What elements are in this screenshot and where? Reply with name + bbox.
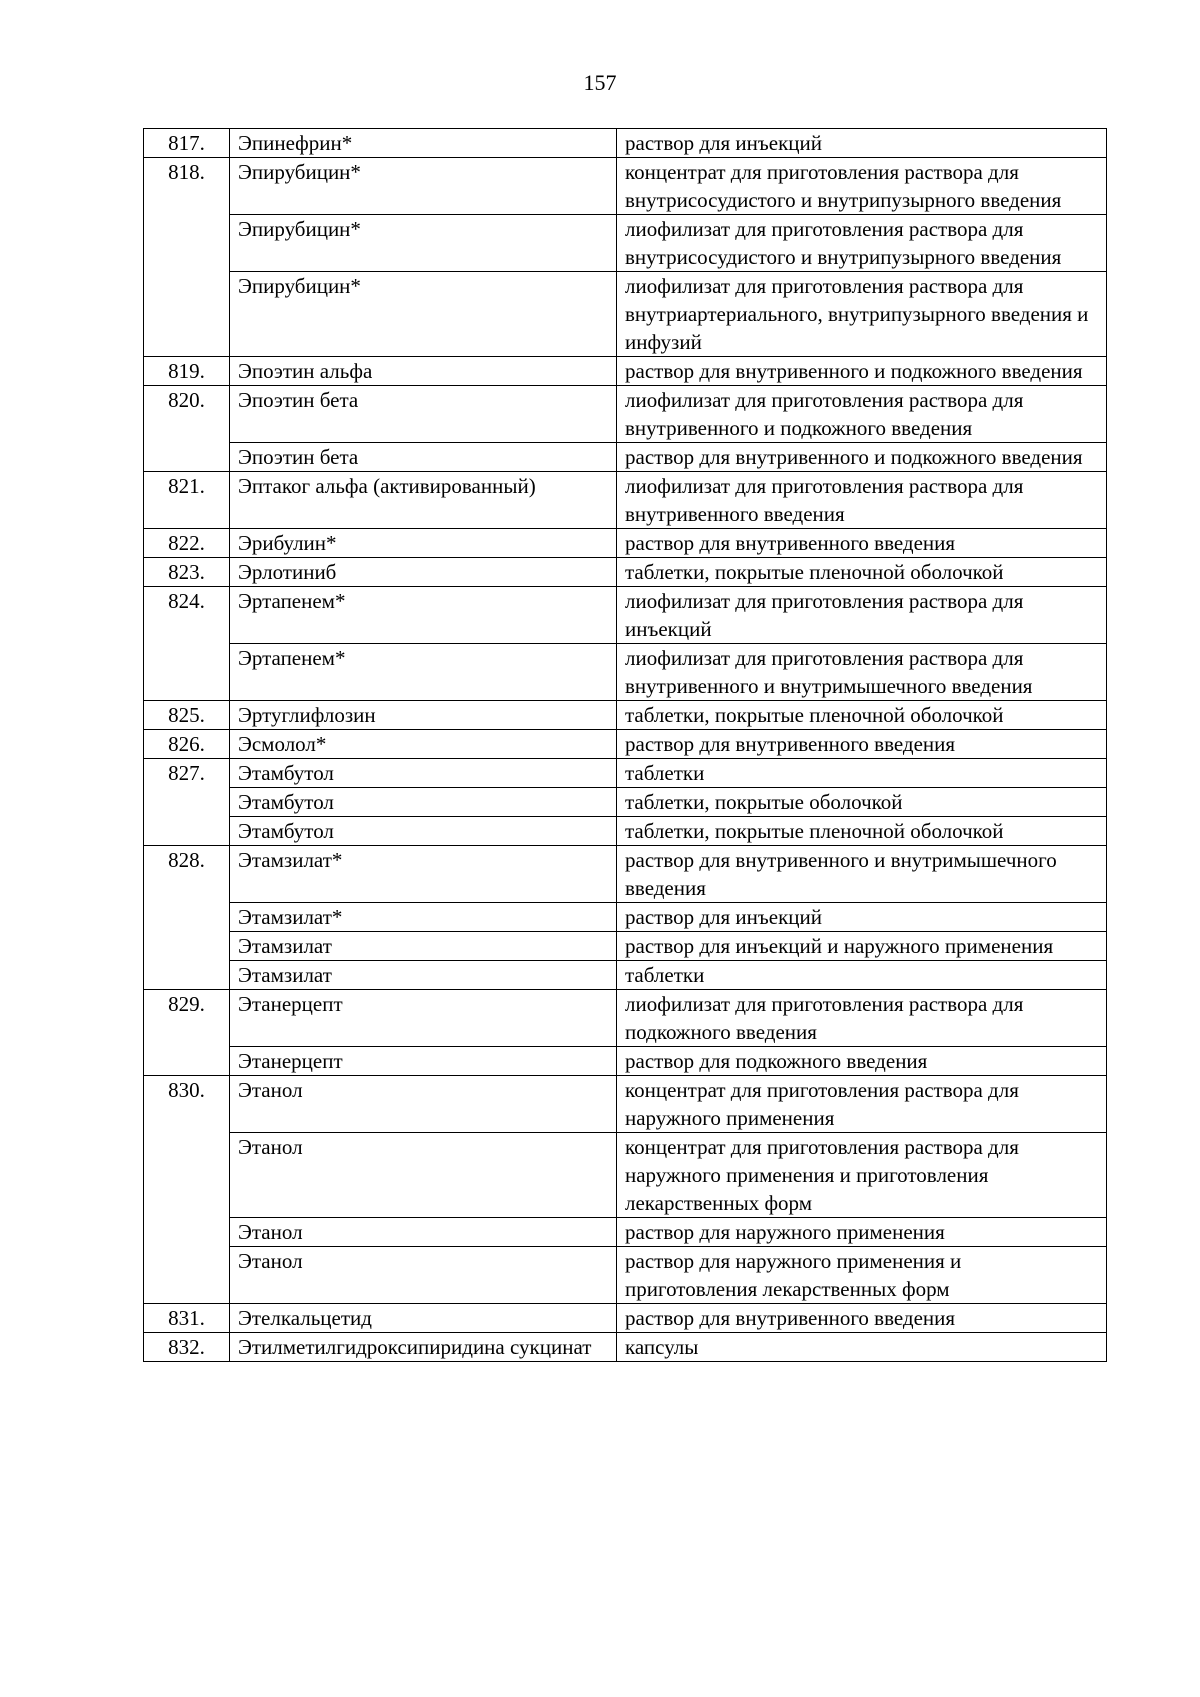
dosage-form: раствор для инъекций <box>617 903 1107 932</box>
dosage-form: лиофилизат для приготовления раствора для внутривенного и подкожного введения <box>617 386 1107 443</box>
dosage-form: лиофилизат для приготовления раствора для внутрисосудистого и внутрипузырного введения <box>617 215 1107 272</box>
drug-name: Эптаког альфа (активированный) <box>230 472 617 529</box>
drug-name: Этанол <box>230 1218 617 1247</box>
row-number: 824. <box>144 587 230 701</box>
row-number: 830. <box>144 1076 230 1304</box>
row-number: 825. <box>144 701 230 730</box>
table-row <box>144 386 1107 443</box>
table-row <box>144 1047 1107 1076</box>
dosage-form: раствор для внутривенного и подкожного введения <box>617 443 1107 472</box>
table-row <box>144 817 1107 846</box>
dosage-form: раствор для внутривенного введения <box>617 1304 1107 1333</box>
drug-name: Этелкальцетид <box>230 1304 617 1333</box>
row-number: 826. <box>144 730 230 759</box>
drug-name: Эпирубицин* <box>230 158 617 215</box>
drug-name: Этанерцепт <box>230 1047 617 1076</box>
drug-table <box>143 128 1107 1362</box>
table-row <box>144 529 1107 558</box>
drug-name: Эпирубицин* <box>230 215 617 272</box>
row-number: 820. <box>144 386 230 472</box>
table-row <box>144 1304 1107 1333</box>
table-row <box>144 1218 1107 1247</box>
table-row <box>144 759 1107 788</box>
dosage-form: раствор для инъекций <box>617 129 1107 158</box>
dosage-form: капсулы <box>617 1333 1107 1362</box>
table-row <box>144 932 1107 961</box>
table-row <box>144 357 1107 386</box>
table-row <box>144 1076 1107 1133</box>
drug-name: Этанол <box>230 1133 617 1218</box>
table-row <box>144 1333 1107 1362</box>
dosage-form: концентрат для приготовления раствора для внутрисосудистого и внутрипузырного введения <box>617 158 1107 215</box>
dosage-form: таблетки <box>617 961 1107 990</box>
dosage-form: раствор для подкожного введения <box>617 1047 1107 1076</box>
dosage-form: концентрат для приготовления раствора для наружного применения <box>617 1076 1107 1133</box>
drug-name: Этамбутол <box>230 788 617 817</box>
table-row <box>144 158 1107 215</box>
row-number: 828. <box>144 846 230 990</box>
drug-name: Этамзилат* <box>230 903 617 932</box>
drug-name: Эрибулин* <box>230 529 617 558</box>
table-row <box>144 558 1107 587</box>
drug-name: Этанерцепт <box>230 990 617 1047</box>
dosage-form: лиофилизат для приготовления раствора для подкожного введения <box>617 990 1107 1047</box>
row-number: 829. <box>144 990 230 1076</box>
row-number: 819. <box>144 357 230 386</box>
row-number: 827. <box>144 759 230 846</box>
table-row <box>144 961 1107 990</box>
dosage-form: лиофилизат для приготовления раствора для внутривенного введения <box>617 472 1107 529</box>
table-row <box>144 587 1107 644</box>
table-row <box>144 788 1107 817</box>
table-row <box>144 1247 1107 1304</box>
table-row <box>144 701 1107 730</box>
table-row <box>144 443 1107 472</box>
dosage-form: раствор для наружного применения <box>617 1218 1107 1247</box>
drug-name: Эпирубицин* <box>230 272 617 357</box>
dosage-form: раствор для внутривенного и внутримышечного введения <box>617 846 1107 903</box>
row-number: 818. <box>144 158 230 357</box>
dosage-form: таблетки, покрытые пленочной оболочкой <box>617 817 1107 846</box>
drug-name: Этамзилат <box>230 961 617 990</box>
drug-name: Этамзилат* <box>230 846 617 903</box>
row-number: 823. <box>144 558 230 587</box>
drug-name: Эпинефрин* <box>230 129 617 158</box>
row-number: 822. <box>144 529 230 558</box>
row-number: 817. <box>144 129 230 158</box>
table-row <box>144 272 1107 357</box>
table-row <box>144 472 1107 529</box>
drug-name: Этамбутол <box>230 759 617 788</box>
dosage-form: концентрат для приготовления раствора для наружного применения и приготовления лекарственных форм <box>617 1133 1107 1218</box>
table-row <box>144 903 1107 932</box>
drug-name: Этамзилат <box>230 932 617 961</box>
drug-name: Эпоэтин альфа <box>230 357 617 386</box>
drug-name: Эртапенем* <box>230 644 617 701</box>
page-number: 157 <box>583 70 617 95</box>
drug-name: Этанол <box>230 1247 617 1304</box>
table-row <box>144 990 1107 1047</box>
row-number: 831. <box>144 1304 230 1333</box>
dosage-form: лиофилизат для приготовления раствора для внутриартериального, внутрипузырного введения и инфузий <box>617 272 1107 357</box>
table-row <box>144 215 1107 272</box>
dosage-form: таблетки <box>617 759 1107 788</box>
dosage-form: раствор для внутривенного введения <box>617 730 1107 759</box>
dosage-form: раствор для внутривенного и подкожного введения <box>617 357 1107 386</box>
table-row <box>144 644 1107 701</box>
drug-name: Эсмолол* <box>230 730 617 759</box>
dosage-form: раствор для наружного применения и приготовления лекарственных форм <box>617 1247 1107 1304</box>
dosage-form: лиофилизат для приготовления раствора для инъекций <box>617 587 1107 644</box>
dosage-form: таблетки, покрытые пленочной оболочкой <box>617 701 1107 730</box>
dosage-form: таблетки, покрытые оболочкой <box>617 788 1107 817</box>
table-row <box>144 1133 1107 1218</box>
dosage-form: раствор для внутривенного введения <box>617 529 1107 558</box>
drug-name: Этамбутол <box>230 817 617 846</box>
table-row <box>144 129 1107 158</box>
dosage-form: таблетки, покрытые пленочной оболочкой <box>617 558 1107 587</box>
drug-name: Эртапенем* <box>230 587 617 644</box>
row-number: 832. <box>144 1333 230 1362</box>
table-row <box>144 730 1107 759</box>
dosage-form: раствор для инъекций и наружного применения <box>617 932 1107 961</box>
drug-name: Эртуглифлозин <box>230 701 617 730</box>
drug-name: Этилметилгидроксипиридина сукцинат <box>230 1333 617 1362</box>
drug-name: Эпоэтин бета <box>230 386 617 443</box>
row-number: 821. <box>144 472 230 529</box>
drug-name: Эрлотиниб <box>230 558 617 587</box>
dosage-form: лиофилизат для приготовления раствора для внутривенного и внутримышечного введения <box>617 644 1107 701</box>
drug-name: Этанол <box>230 1076 617 1133</box>
drug-name: Эпоэтин бета <box>230 443 617 472</box>
table-body <box>144 129 1107 1362</box>
table-row <box>144 846 1107 903</box>
